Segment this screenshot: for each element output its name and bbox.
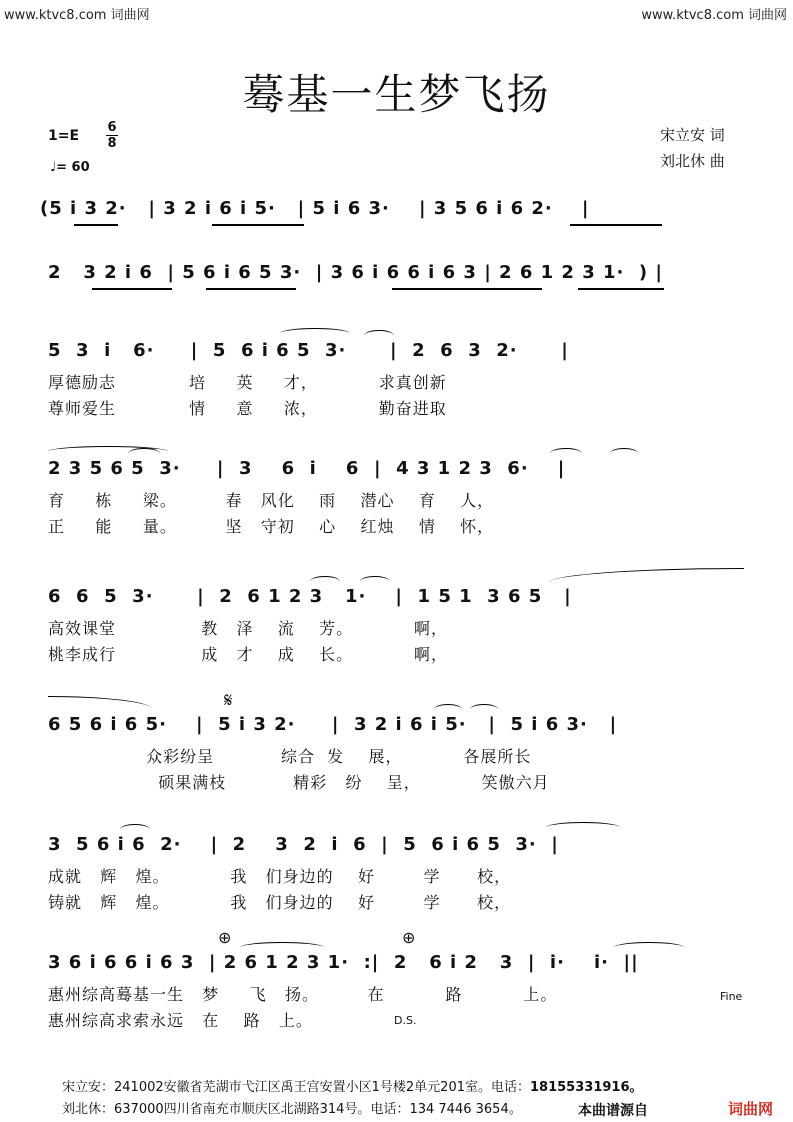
segno-sign: 𝄋 — [224, 688, 233, 712]
footer-lyricist-label: 宋立安： — [62, 1080, 115, 1095]
watermark-right: www.ktvc8.com 词曲网 — [641, 8, 787, 23]
meter-top: 6 — [107, 120, 117, 135]
footer-composer-address: 637000四川省南充市顺庆区北湖路314号。电话： — [114, 1102, 410, 1117]
lyrics-verse-1: 育 栋 梁。 春 风化 雨 潜心 育 人， — [48, 491, 495, 510]
notes-line: 2 3 5 6 5 3· | 3 6 i 6 | 4 3 1 2 3 6· | — [48, 458, 566, 479]
tempo-mark: ♩= 60 — [50, 160, 90, 175]
lyricist-credit: 宋立安 词 — [660, 126, 725, 144]
lyrics-verse-1: 众彩纷呈 综合 发 展， 各展所长 — [0, 747, 532, 766]
lyrics-verse-1: 高效课堂 教 泽 流 芳。 啊， — [48, 619, 449, 638]
lyrics-verse-1: 厚德励志 培 英 才， 求真创新 — [48, 373, 447, 392]
lyrics-verse-2: 正 能 量。 坚 守初 心 红烛 情 怀， — [48, 517, 495, 536]
song-title: 蓦基一生梦飞扬 — [242, 70, 551, 119]
notes-line: 5 3 i 6· | 5 6 i 6 5 3· | 2 6 3 2· | — [48, 340, 569, 361]
composer-credit: 刘北休 曲 — [660, 152, 725, 170]
lyrics-verse-2: 尊师爱生 情 意 浓， 勤奋进取 — [48, 399, 447, 418]
lyrics-verse-1: 成就 辉 煌。 我 们身边的 好 学 校， — [48, 867, 512, 886]
key-signature: 1=E — [48, 128, 80, 144]
notes-line: 3 6 i 6 6 i 6 3 | 2 6 1 2 3 1· :| 2 6 i 2 3 | i· i· || — [48, 952, 639, 973]
coda-sign-2: ⊕ — [402, 928, 416, 947]
footer-lyricist-address: 241002安徽省芜湖市弋江区禹王宫安置小区1号楼2单元201室。电话： — [114, 1080, 530, 1095]
fine-mark: Fine — [720, 990, 743, 1003]
lyrics-verse-2: 桃李成行 成 才 成 长。 啊， — [48, 645, 449, 664]
coda-sign-1: ⊕ — [218, 928, 232, 947]
notes-line: 6 5 6 i 6 5· | 5 i 3 2· | 3 2 i 6 i 5· | 5 i 6 3· | — [48, 714, 618, 735]
footer-line-1 — [62, 1076, 643, 1095]
watermark-left: www.ktvc8.com 词曲网 — [4, 8, 150, 23]
lyrics-verse-2: 铸就 辉 煌。 我 们身边的 好 学 校， — [48, 893, 512, 912]
footer-lyricist-phone: 18155331916。 — [530, 1080, 643, 1095]
site-logo: 词曲网 — [728, 1100, 774, 1118]
notes-line: 2 3 2 i 6 | 5 6 i 6 5 3· | 3 6 i 6 6 i 6 3 | 2 6 1 2 3 1· ) | — [48, 262, 663, 283]
ds-mark: D.S. — [394, 1014, 417, 1027]
footer-composer-label: 刘北休： — [62, 1102, 115, 1117]
lyrics-verse-2: 硕果满枝 精彩 纷 呈， 笑傲六月 — [0, 773, 550, 792]
notes-line: (5 i 3 2· | 3 2 i 6 i 5· | 5 i 6 3· | 3 5 6 i 6 2· | — [40, 198, 590, 219]
footer-line-2 — [62, 1098, 522, 1117]
time-signature — [106, 120, 118, 151]
notes-line: 6 6 5 3· | 2 6 1 2 3 1· | 1 5 1 3 6 5 | — [48, 586, 572, 607]
lyrics-verse-1: 惠州综高蓦基一生 梦 飞 扬。 在 路 上。 — [48, 985, 558, 1004]
source-text: 本曲谱源自 — [578, 1103, 648, 1119]
notes-line: 3 5 6 i 6 2· | 2 3 2 i 6 | 5 6 i 6 5 3· | — [48, 834, 559, 855]
meter-bottom: 8 — [107, 136, 117, 151]
lyrics-verse-2: 惠州综高求索永远 在 路 上。 — [48, 1011, 313, 1030]
footer-composer-phone: 134 7446 3654。 — [409, 1102, 522, 1117]
